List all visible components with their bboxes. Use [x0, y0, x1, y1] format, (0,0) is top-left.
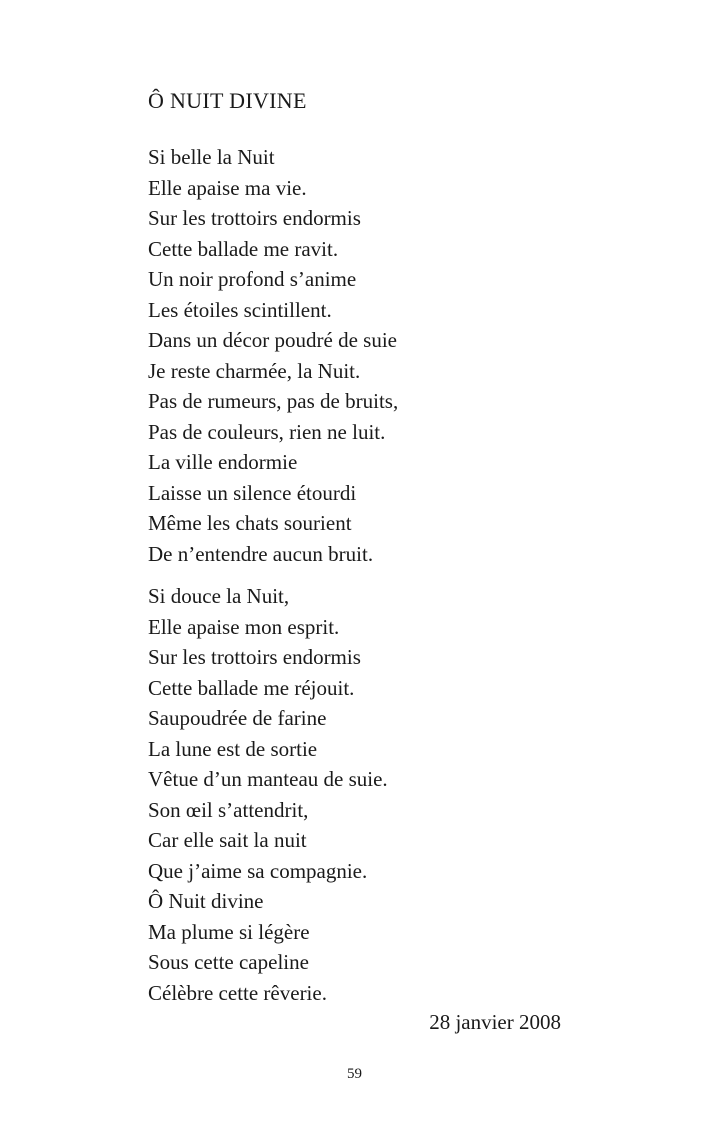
poem-line: Les étoiles scintillent.	[148, 297, 332, 322]
poem-line: Son œil s’attendrit,	[148, 797, 309, 822]
poem-line: Pas de rumeurs, pas de bruits,	[148, 389, 399, 413]
stanza-1	[148, 142, 398, 569]
poem-line: Si douce la Nuit,	[148, 584, 290, 608]
poem-line: Je reste charmée, la Nuit.	[148, 358, 361, 383]
poem-line: Célèbre cette rêverie.	[148, 980, 327, 1005]
poem-line: Car elle sait la nuit	[148, 828, 307, 852]
poem-line: Sous cette capeline	[148, 950, 309, 974]
stanza-2	[148, 581, 388, 1008]
poem-line: Elle apaise ma vie.	[148, 175, 307, 200]
poem-date: 28 janvier 2008	[429, 1010, 561, 1034]
page-number: 59	[347, 1066, 362, 1082]
poem-line: Un noir profond s’anime	[148, 267, 357, 291]
poem-line: Saupoudrée de farine	[148, 706, 327, 730]
poem-line: Cette ballade me réjouit.	[148, 675, 355, 700]
poem-line: La ville endormie	[148, 450, 298, 474]
poem-line: Elle apaise mon esprit.	[148, 614, 340, 639]
poem-line: Sur les trottoirs endormis	[148, 645, 361, 669]
poem-line: Si belle la Nuit	[148, 145, 275, 169]
poem-line: De n’entendre aucun bruit.	[148, 541, 374, 566]
poem-line: Vêtue d’un manteau de suie.	[148, 767, 388, 791]
poem-line: Ma plume si légère	[148, 919, 310, 944]
poem-title: Ô NUIT DIVINE	[148, 88, 307, 113]
poem-line: Laisse un silence étourdi	[148, 480, 357, 505]
poem-line: La lune est de sortie	[148, 736, 318, 761]
poem-line: Même les chats sourient	[148, 511, 352, 535]
poem-line: Ô Nuit divine	[148, 889, 264, 913]
poem-line: Que j’aime sa compagnie.	[148, 858, 368, 883]
poem-line: Dans un décor poudré de suie	[148, 328, 398, 352]
poem-line: Sur les trottoirs endormis	[148, 206, 361, 230]
poem-line: Pas de couleurs, rien ne luit.	[148, 419, 386, 444]
poem-line: Cette ballade me ravit.	[148, 236, 339, 261]
